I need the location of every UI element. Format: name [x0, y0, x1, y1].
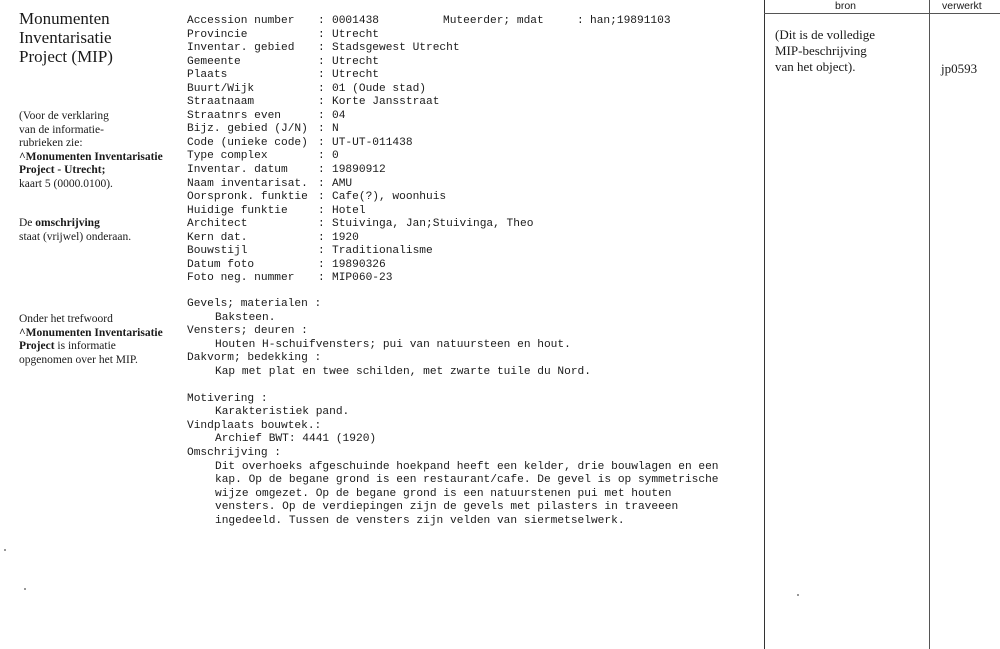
field-label: Straatnrs even: [187, 109, 281, 122]
field-label: Bijz. gebied (J/N): [187, 123, 308, 136]
panel-divider: [764, 0, 765, 649]
left-title: [19, 9, 113, 66]
field-label: Code (unieke code): [187, 136, 308, 149]
field-colon: :: [318, 177, 325, 190]
section-motivering: [187, 393, 719, 420]
field-value: 19890912: [332, 164, 386, 177]
section-heading: Vindplaats bouwtek.:: [187, 419, 322, 432]
field-value: Stadsgewest Utrecht: [332, 42, 460, 55]
field-label: Gemeente: [187, 55, 241, 68]
field-colon: :: [318, 42, 325, 55]
field-colon: :: [318, 69, 325, 82]
column-header-verwerkt: verwerkt: [942, 0, 982, 12]
field-value: 1920: [332, 231, 359, 244]
field-value: AMU: [332, 177, 353, 190]
section-vensters: [187, 325, 719, 352]
field-label: Architect: [187, 218, 248, 231]
mutator-value: han;19891103: [590, 15, 671, 27]
header-rule: [764, 13, 1000, 14]
section-text: Baksteen.: [215, 311, 276, 324]
bron-note: [775, 27, 875, 74]
field-value: 0001438: [332, 15, 379, 27]
field-colon: :: [318, 150, 325, 163]
section-omschrijving: [187, 447, 719, 528]
section-text: Karakteristiek pand.: [215, 406, 350, 419]
field-label: Huidige funktie: [187, 204, 288, 217]
section-text: wijze omgezet. Op de begane grond is een natuurstenen pui met houten: [215, 487, 672, 500]
field-label: Inventar. gebied: [187, 42, 295, 55]
field-value: 0: [332, 150, 339, 163]
field-colon: :: [318, 82, 325, 95]
field-label: Type complex: [187, 150, 268, 163]
field-colon: :: [318, 204, 325, 217]
field-value: Korte Jansstraat: [332, 96, 440, 109]
section-heading: Motivering :: [187, 392, 268, 405]
reference-title: ^Monumenten Inventarisatie: [19, 326, 163, 339]
field-colon: :: [318, 191, 325, 204]
record-sections: [187, 298, 719, 528]
section-text: ingedeeld. Tussen de vensters zijn velden van siermetselwerk.: [215, 514, 625, 527]
note-line: Onder het trefwoord: [19, 313, 113, 325]
mutator-field: [443, 15, 671, 29]
field-value: Cafe(?), woonhuis: [332, 191, 447, 204]
field-colon: :: [577, 15, 584, 27]
field-value: Utrecht: [332, 69, 379, 82]
section-heading: Gevels; materialen :: [187, 298, 322, 310]
note-line: opgenomen over het MIP.: [19, 353, 138, 366]
scan-speck: [797, 594, 799, 596]
section-heading: Dakvorm; bedekking :: [187, 352, 322, 365]
field-value: Traditionalisme: [332, 245, 433, 258]
field-label: Foto neg. nummer: [187, 272, 295, 285]
title-line: Monumenten: [19, 9, 110, 28]
field-colon: :: [318, 123, 325, 136]
reference-title: ^Monumenten Inventarisatie: [19, 150, 163, 163]
field-label: Naam inventarisat.: [187, 177, 308, 190]
note-line: staat (vrijwel) onderaan.: [19, 230, 132, 243]
field-label: Straatnaam: [187, 96, 255, 109]
section-text: Dit overhoeks afgeschuinde hoekpand heeft een kelder, drie bouwlagen en een: [215, 460, 719, 473]
note-line: (Voor de verklaring: [19, 110, 109, 122]
field-value: 01 (Oude stad): [332, 82, 426, 95]
field-value: UT-UT-011438: [332, 136, 413, 149]
section-text: Archief BWT: 4441 (1920): [215, 433, 377, 446]
field-label: Bouwstijl: [187, 245, 248, 258]
title-line: Inventarisatie: [19, 28, 112, 47]
field-value: Hotel: [332, 204, 366, 217]
description-note: [19, 217, 131, 244]
field-colon: :: [318, 15, 325, 27]
section-text: vensters. Op de verdiepingen zijn de gevels met pilasters in traveeen: [215, 501, 679, 514]
field-label: Plaats: [187, 69, 228, 82]
note-line: kaart 5 (0000.0100).: [19, 177, 113, 190]
bron-line: van het object).: [775, 58, 856, 74]
field-colon: :: [318, 258, 325, 271]
note-line: rubrieken zie:: [19, 137, 83, 150]
bron-line: (Dit is de volledige: [775, 27, 876, 42]
scan-speck: [24, 588, 26, 590]
field-colon: :: [318, 55, 325, 68]
section-vindplaats: [187, 420, 719, 447]
scan-speck: [4, 549, 6, 551]
section-heading: Vensters; deuren :: [187, 325, 308, 338]
field-label: Provincie: [187, 28, 248, 41]
field-colon: :: [318, 272, 325, 285]
field-colon: :: [318, 218, 325, 231]
field-colon: :: [318, 96, 325, 109]
reference-title: Project: [19, 340, 55, 353]
note-keyword: omschrijving: [35, 217, 100, 229]
section-text: Kap met plat en twee schilden, met zwarte tuile du Nord.: [215, 365, 591, 378]
note-line: van de informatie-: [19, 123, 104, 136]
field-label: Buurt/Wijk: [187, 82, 255, 95]
field-value: 19890326: [332, 258, 386, 271]
field-colon: :: [318, 245, 325, 258]
section-dakvorm: [187, 352, 719, 379]
column-separator: [929, 0, 930, 649]
field-colon: :: [318, 28, 325, 41]
field-label: Inventar. datum: [187, 164, 288, 177]
column-header-bron: bron: [835, 0, 857, 12]
note-prefix: De: [19, 217, 36, 229]
field-value: Utrecht: [332, 55, 379, 68]
field-colon: :: [318, 164, 325, 177]
field-label: Datum foto: [187, 258, 255, 271]
field-value: Utrecht: [332, 28, 379, 41]
field-value: MIP060-23: [332, 272, 393, 285]
section-text: kap. Op de begane grond is een restaurant/cafe. De gevel is op symmetrische: [215, 474, 719, 487]
keyword-note: [19, 313, 163, 367]
field-colon: :: [318, 109, 325, 122]
explanation-note: [19, 110, 163, 192]
field-label: Oorspronk. funktie: [187, 191, 308, 204]
field-label: Kern dat.: [187, 231, 248, 244]
section-text: Houten H-schuifvensters; pui van natuursteen en hout.: [215, 338, 571, 351]
field-value: 04: [332, 109, 346, 122]
verwerkt-code: jp0593: [941, 61, 978, 76]
field-colon: :: [318, 136, 325, 149]
section-gap: [187, 379, 719, 393]
bron-line: MIP-beschrijving: [775, 42, 867, 58]
field-label: Accession number: [187, 15, 295, 27]
section-gevels: [187, 298, 719, 325]
section-heading: Omschrijving :: [187, 447, 281, 460]
field-colon: :: [318, 231, 325, 244]
field-value: N: [332, 123, 339, 136]
note-line: is informatie: [54, 340, 116, 353]
reference-title: Project - Utrecht;: [19, 164, 106, 177]
title-line: Project (MIP): [19, 47, 113, 66]
mutator-label: Muteerder; mdat: [443, 15, 544, 27]
field-value: Stuivinga, Jan;Stuivinga, Theo: [332, 218, 534, 231]
